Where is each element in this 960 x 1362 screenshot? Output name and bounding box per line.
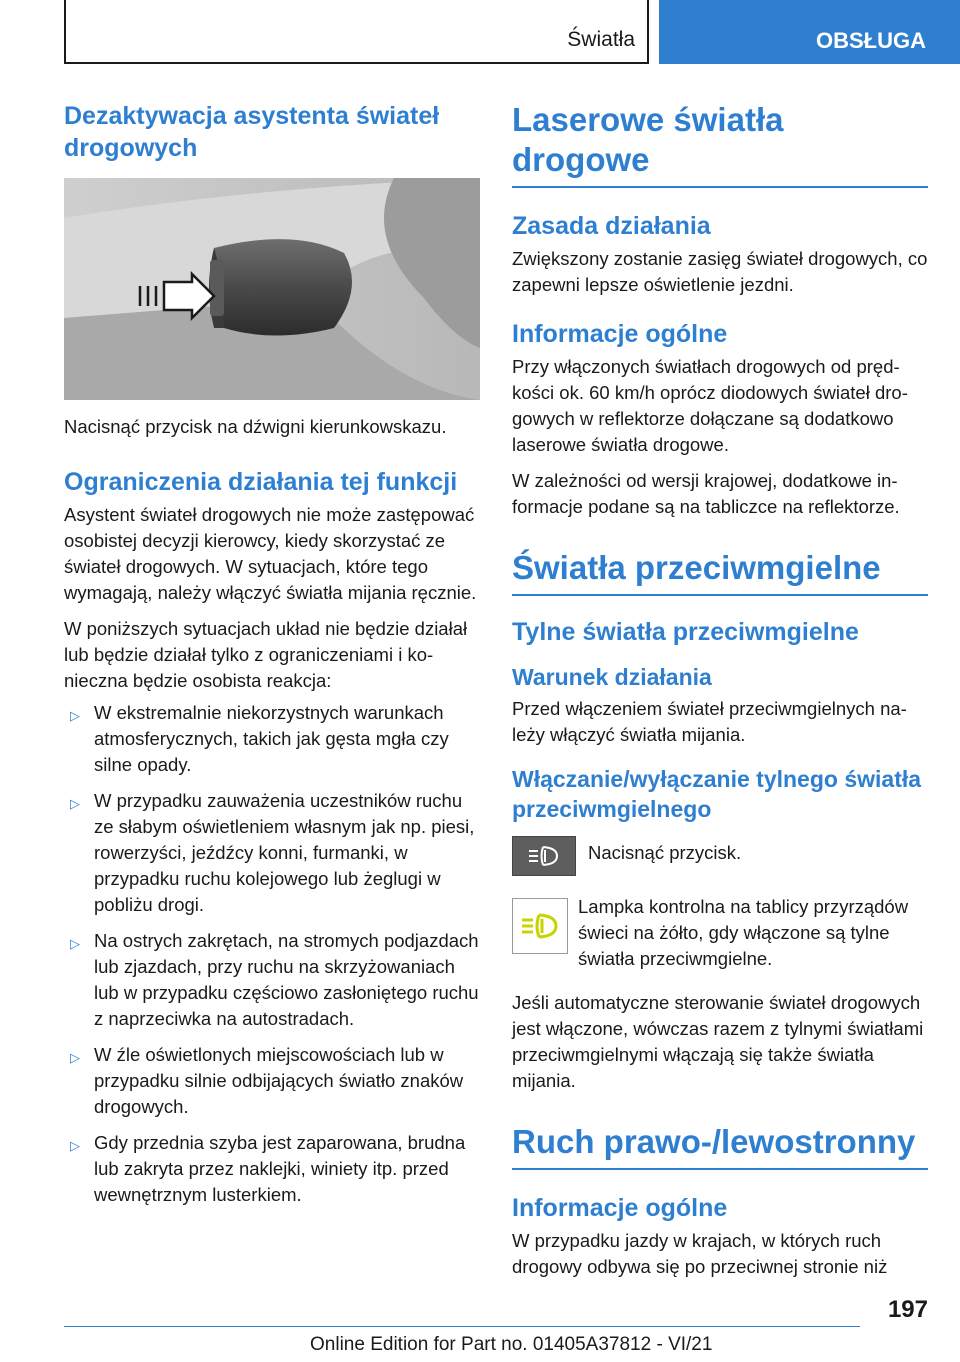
edition-text: Online Edition for Part no. 01405A37812 - VI/21 <box>310 1334 713 1355</box>
traffic-side-heading: Ruch prawo-/lewostronny <box>512 1122 928 1170</box>
condition-text: Przed włączeniem świateł przeciwmgielnych należy włączyć światła mijania. <box>512 698 907 745</box>
triangle-bullet-icon: ▷ <box>70 936 80 951</box>
list-item: ▷ W ekstremalnie niekorzystnych warunkach atmosferycznych, takich jak gęsta mgła czy silne opady. <box>70 702 449 775</box>
limits-paragraph-2: W poniższych sytuacjach układ nie będzie działał lub będzie działał tylko z ograniczeniami i konieczna będzie osobista reakcja: <box>64 618 468 691</box>
traffic-text: W przypadku jazdy w krajach, w których ruch drogowy odbywa się po przeciwnej stronie niż <box>512 1230 888 1277</box>
limits-heading: Ograniczenia działania tej funkcji <box>64 468 458 496</box>
press-button-text: Nacisnąć przycisk. <box>588 842 742 863</box>
footer-divider <box>64 1326 860 1327</box>
right-column <box>512 100 928 1280</box>
limits-paragraph-1: Asystent świateł drogowych nie może zastępować osobistej decyzji kierowcy, kiedy skorzystać ze świateł drogowych. W sytuacjach, które tego wymagają, należy włączyć światła mijania ręcznie. <box>64 504 477 603</box>
indicator-row <box>512 894 928 972</box>
page-number: 197 <box>887 1296 928 1323</box>
rear-fog-heading: Tylne światła przeciwmgielne <box>512 618 859 646</box>
triangle-bullet-icon: ▷ <box>70 708 80 723</box>
auto-high-beam-text: Jeśli automatyczne sterowanie świateł drogowych jest włączone, wówczas razem z tylnymi światłami przeciwmgielnymi włączają się także światła mijania. <box>512 992 924 1091</box>
general-heading: Informacje ogólne <box>512 320 728 348</box>
principle-heading: Zasada działania <box>512 212 711 240</box>
rear-fog-button-icon <box>512 836 576 876</box>
stalk-button-photo <box>64 178 480 400</box>
principle-text: Zwiększony zostanie zasięg świateł drogowych, co zapewni lepsze oświetlenie jezdni. <box>512 248 928 295</box>
triangle-bullet-icon: ▷ <box>70 796 80 811</box>
left-column <box>64 100 480 1208</box>
running-header <box>64 0 649 64</box>
header-section-title: Światła <box>567 28 635 51</box>
limits-list <box>64 700 480 1208</box>
laser-heading: Laserowe światła drogowe <box>512 100 928 188</box>
traffic-general-heading: Informacje ogólne <box>512 1194 728 1222</box>
triangle-bullet-icon: ▷ <box>70 1138 80 1153</box>
list-item: ▷ Na ostrych zakrętach, na stromych podjazdach lub zjazdach, przy ruchu na skrzyżowaniach lub w przypadku częściowo zasłoniętego ruchu z naprzeciwka na autostradach. <box>70 930 479 1029</box>
list-item: ▷ W przypadku zauważenia uczestników ruchu ze słabym oświetleniem własnym jak np. piesi, rowerzyści, jeźdźcy konni, furmanki, w przypadku ruchu kolejowego lub żeglugi w pobliżu drogi. <box>70 790 475 915</box>
header-chapter-tab <box>659 0 960 64</box>
deactivation-heading: Dezaktywacja asystenta świateł drogowych <box>64 102 440 162</box>
fog-lights-heading: Światła przeciwmgielne <box>512 548 928 596</box>
yellow-fog-symbol-icon <box>520 911 560 941</box>
list-item: ▷ W źle oświetlonych miejscowościach lub w przypadku silnie odbijających światło znaków drogowych. <box>70 1044 464 1117</box>
condition-heading: Warunek działania <box>512 664 712 690</box>
switch-heading: Włączanie/wyłączanie tylnego światła przeciwmgielnego <box>512 766 922 822</box>
general-paragraph-2: W zależności od wersji krajowej, dodatkowe informacje podane są na tabliczce na reflektorze. <box>512 470 900 517</box>
general-paragraph-1: Przy włączonych światłach drogowych od prędkości ok. 60 km/h oprócz diodowych świateł drogowych w reflektorze dołączane są dodatkowo laserowe światła drogowe. <box>512 356 908 455</box>
indicator-text: Lampka kontrolna na tablicy przyrządów świeci na żółto, gdy włączone są tylne światła przeciwmgielne. <box>578 896 909 969</box>
photo-caption: Nacisnąć przycisk na dźwigni kierunkowskazu. <box>64 416 447 437</box>
header-chapter-label: OBSŁUGA <box>816 28 926 53</box>
stalk-illustration <box>64 178 480 400</box>
rear-fog-symbol-icon <box>527 844 561 868</box>
press-button-row <box>512 836 928 876</box>
triangle-bullet-icon: ▷ <box>70 1050 80 1065</box>
rear-fog-indicator-icon <box>512 898 568 954</box>
list-item: ▷ Gdy przednia szyba jest zaparowana, brudna lub zakryta przez naklejki, winiety itp. przed wewnętrznym lusterkiem. <box>70 1132 466 1205</box>
